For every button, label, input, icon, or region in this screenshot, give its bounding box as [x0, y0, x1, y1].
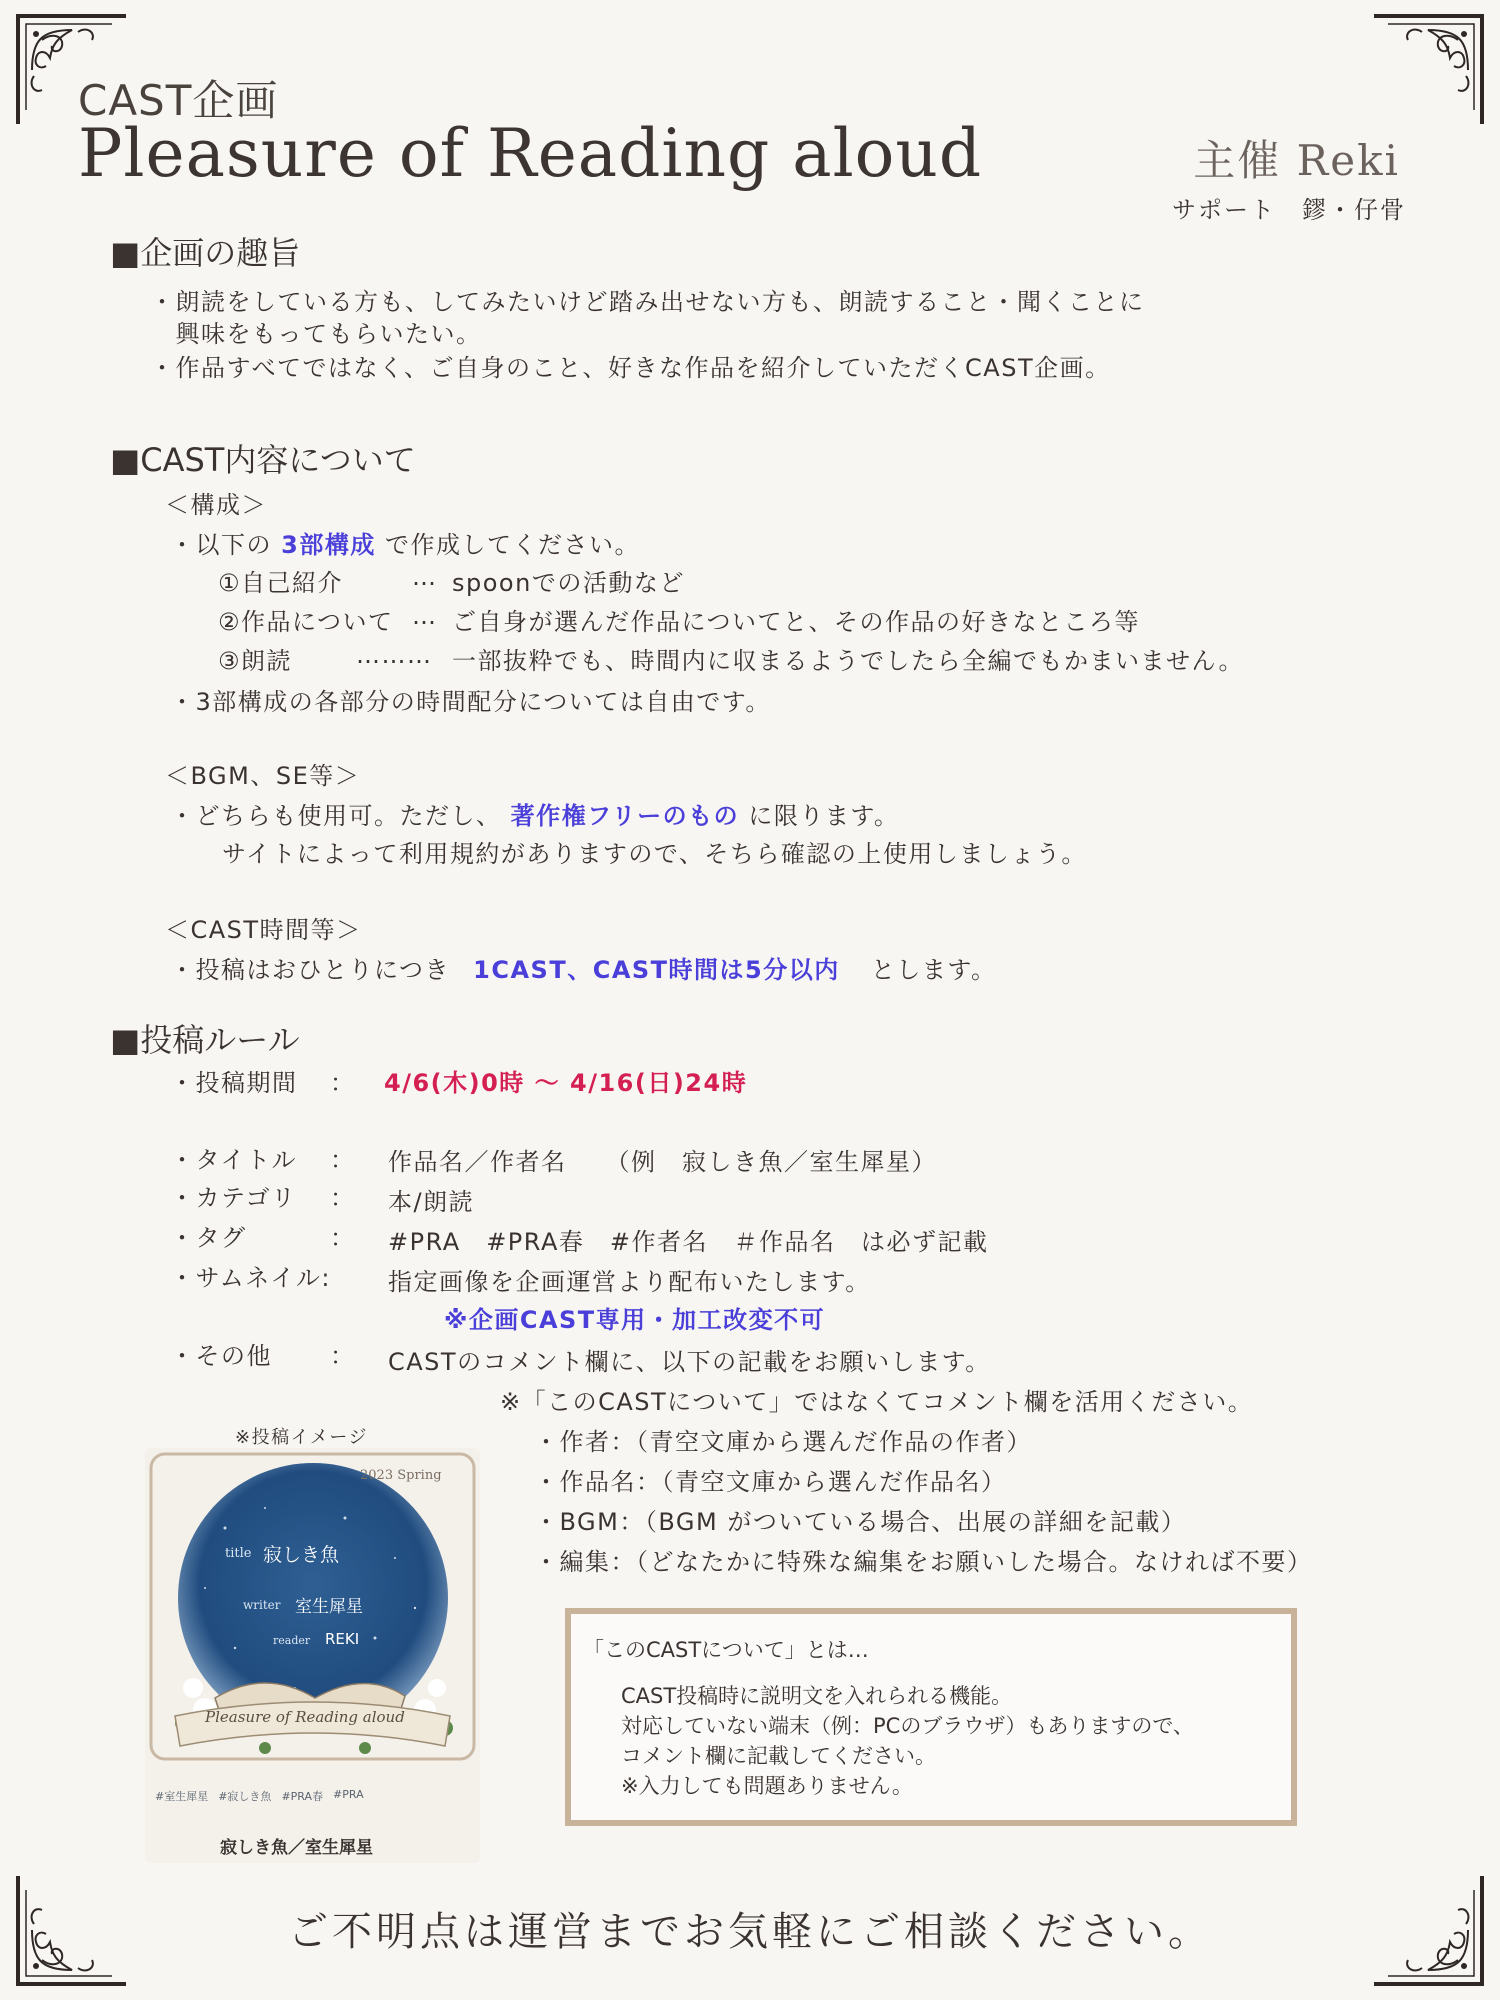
comment-item: ・編集：（どなたかに特殊な編集をお願いした場合。なければ不要）	[534, 1548, 1313, 1576]
part-dots: ………	[356, 641, 433, 669]
sample-writer-value: 室生犀星	[295, 1597, 363, 1617]
colon: ：	[330, 1184, 356, 1212]
rule-value: #PRA #PRA春 #作者名 ＃作品名 は必ず記載	[388, 1228, 989, 1256]
bgm-highlight: 著作権フリーのもの	[510, 802, 740, 830]
part-name: ②作品について	[218, 608, 394, 636]
purpose-heading: ■企画の趣旨	[110, 234, 301, 272]
structure-label: ＜構成＞	[165, 491, 267, 519]
note-box-line: ※入力しても問題ありません。	[621, 1774, 913, 1798]
cast-label: CAST企画	[78, 76, 279, 125]
cast-time-highlight: 1CAST、CAST時間は5分以内	[473, 956, 840, 984]
purpose-line: ・作品すべてではなく、ご自身のこと、好きな作品を紹介していただくCAST企画。	[150, 354, 1111, 382]
part-desc: 一部抜粋でも、時間内に収まるようでしたら全編でもかまいません。	[452, 647, 1244, 675]
purpose-line: ・朗読をしている方も、してみたいけど踏み出せない方も、朗読すること・聞くことに	[150, 288, 1145, 316]
colon: ：	[330, 1342, 356, 1370]
sample-reader-value: REKI	[325, 1630, 360, 1648]
ornament-icon	[1368, 10, 1488, 130]
note-box-line: 対応していない端末（例：PCのブラウザ）もありますので、	[621, 1714, 1194, 1738]
rules-heading: ■投稿ルール	[110, 1021, 300, 1059]
cast-time-pre: ・投稿はおひとりにつき	[170, 956, 451, 984]
cast-time-rule	[170, 950, 997, 985]
sample-tag: #PRA	[333, 1788, 364, 1801]
footer-message: ご不明点は運営までお気軽にご相談ください。	[288, 1909, 1212, 1955]
comment-item: ・作品名：（青空文庫から選んだ作品名）	[534, 1468, 1007, 1496]
purpose-line: 興味をもってもらいたい。	[150, 320, 482, 348]
rule-value: 指定画像を企画運営より配布いたします。	[388, 1268, 871, 1296]
part-desc: ご自身が選んだ作品についてと、その作品の好きなところ等	[452, 608, 1141, 636]
rule-value: 作品名／作者名 （例 寂しき魚／室生犀星）	[388, 1148, 937, 1176]
comment-item: ・BGM：（BGM がついている場合、出展の詳細を記載）	[534, 1508, 1187, 1536]
rule-label: ・タグ	[170, 1224, 247, 1252]
sample-writer-label: writer	[243, 1598, 281, 1612]
structure-intro-post: で作成してください。	[384, 531, 640, 559]
structure-intro-pre: ・以下の	[170, 531, 272, 559]
sample-ribbon: Pleasure of Reading aloud	[205, 1708, 405, 1726]
sample-thumbnail	[145, 1448, 480, 1863]
part-dots: …	[412, 563, 438, 591]
rule-label: ・タイトル	[170, 1146, 298, 1174]
bgm-note: サイトによって利用規約がありますので、そちら確認の上使用しましょう。	[222, 840, 1087, 868]
organizer-label: 主催 Reki	[1193, 136, 1400, 185]
colon: ：	[330, 1224, 356, 1252]
corner-ornament-top-right	[1368, 10, 1488, 130]
support-label: サポート 鏐・仔骨	[1172, 196, 1406, 224]
bgm-rule-pre: ・どちらも使用可。ただし、	[170, 802, 502, 830]
rule-label: ・その他	[170, 1342, 272, 1370]
structure-highlight: 3部構成	[281, 531, 376, 559]
colon: ：	[330, 1069, 356, 1097]
sample-season: 2023 Spring	[360, 1468, 442, 1483]
sample-bottom-title: 寂しき魚／室生犀星	[220, 1838, 373, 1858]
page-title: Pleasure of Reading aloud	[78, 115, 983, 192]
comment-item: ・作者：（青空文庫から選んだ作品の作者）	[534, 1428, 1032, 1456]
sample-caption: ※投稿イメージ	[235, 1427, 369, 1448]
part-name: ①自己紹介	[218, 569, 344, 597]
period-label: ・投稿期間	[170, 1069, 298, 1097]
other-value: CASTのコメント欄に、以下の記載をお願いします。	[388, 1348, 991, 1376]
sample-tag: #寂しき魚	[218, 1790, 272, 1803]
note-box-title: 「このCASTについて」とは…	[583, 1638, 869, 1662]
rule-value: 本/朗読	[388, 1188, 475, 1216]
note-box-line: CAST投稿時に説明文を入れられる機能。	[621, 1684, 1013, 1708]
cast-time-label: ＜CAST時間等＞	[165, 916, 362, 944]
thumbnail-note: ※企画CAST専用・加工改変不可	[444, 1306, 826, 1334]
other-note: ※「このCASTについて」ではなくてコメント欄を活用ください。	[500, 1388, 1254, 1416]
part-name: ③朗読	[218, 647, 293, 675]
bgm-label: ＜BGM、SE等＞	[165, 762, 361, 790]
cast-time-post: とします。	[870, 956, 997, 984]
sample-tag: #室生犀星	[155, 1790, 209, 1803]
structure-intro	[170, 525, 640, 560]
about-cast-note-box	[565, 1608, 1297, 1826]
part-desc: spoonでの活動など	[452, 569, 685, 597]
sample-tag: #PRA春	[281, 1790, 324, 1803]
colon: ：	[330, 1146, 356, 1174]
period-value: 4/6(木)0時 ～ 4/16(日)24時	[384, 1069, 748, 1097]
sample-title-value: 寂しき魚	[263, 1544, 340, 1566]
sample-reader-label: reader	[273, 1634, 311, 1647]
bgm-rule-post: に限ります。	[748, 802, 900, 830]
time-allocation-note: ・3部構成の各部分の時間配分については自由です。	[170, 688, 771, 716]
part-dots: …	[412, 602, 438, 630]
rule-label: ・サムネイル:	[170, 1264, 331, 1292]
note-box-line: コメント欄に記載してください。	[621, 1744, 936, 1768]
bgm-rule	[170, 796, 899, 831]
sample-tags	[155, 1788, 364, 1804]
rule-label: ・カテゴリ	[170, 1184, 297, 1212]
sample-title-label: title	[225, 1546, 252, 1561]
content-heading: ■CAST内容について	[110, 441, 416, 479]
